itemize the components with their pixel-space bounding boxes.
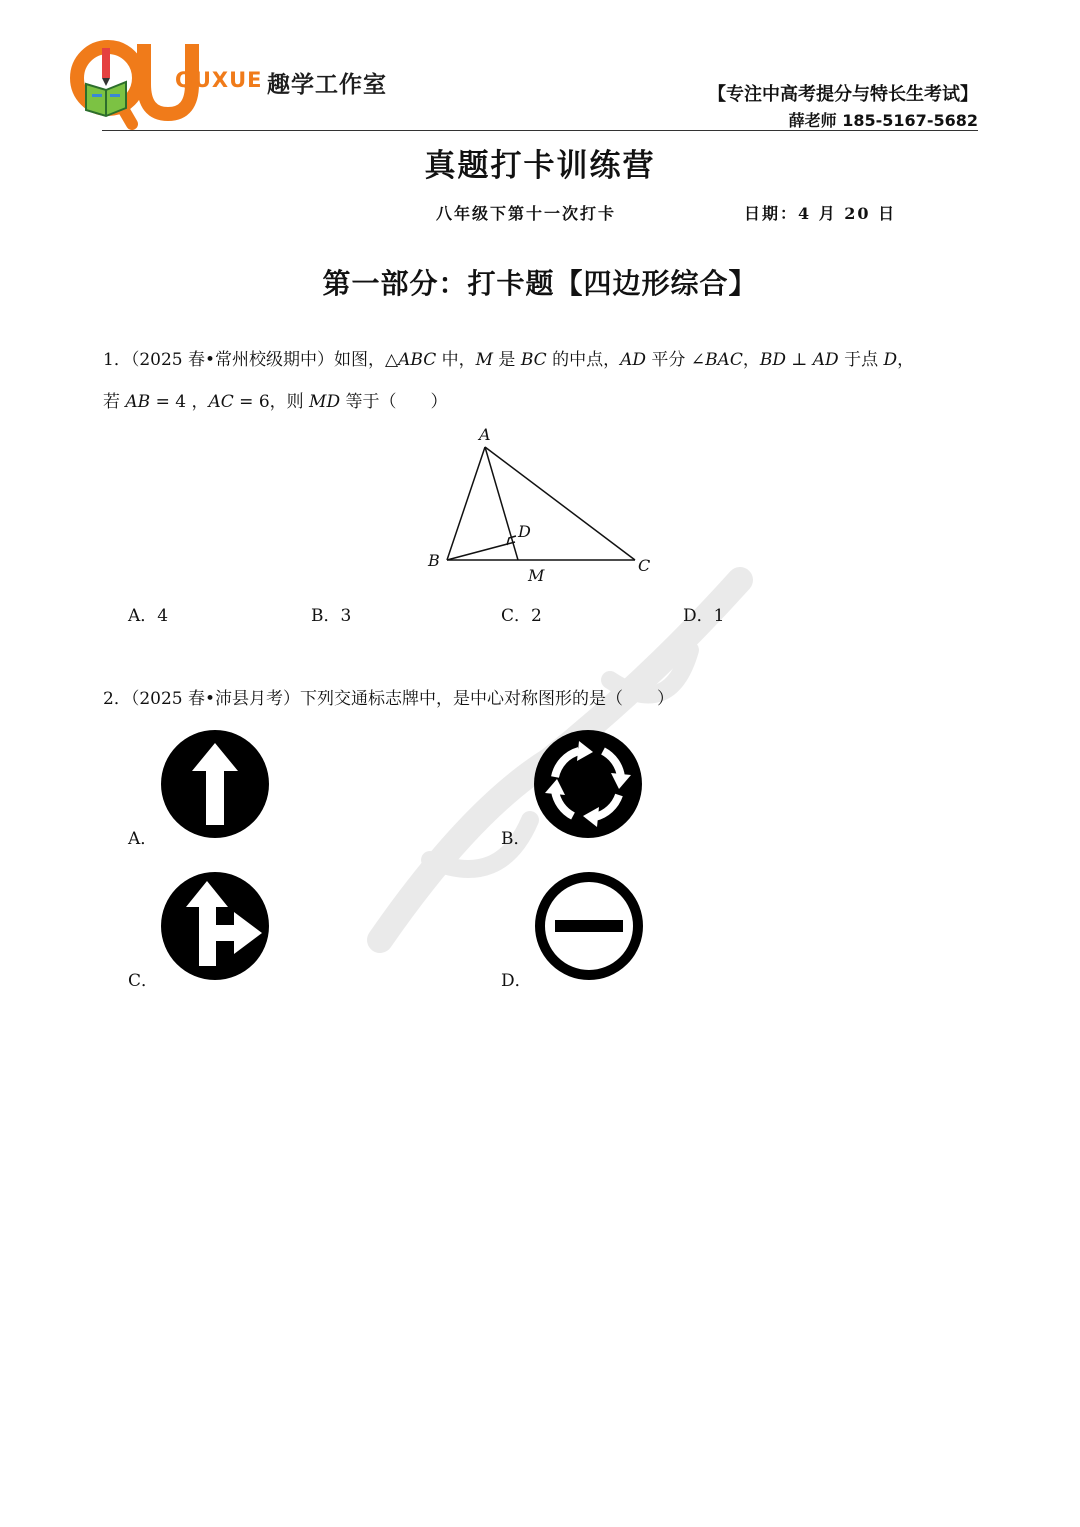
- q1-option-c: C．2: [501, 606, 542, 626]
- slogan: 【专注中高考提分与特长生考试】: [708, 84, 978, 105]
- straight-or-right-icon: [160, 871, 270, 981]
- label-c: C: [638, 556, 651, 575]
- segment-bd: [447, 542, 515, 560]
- question-2-source: （2025 春•沛县月考）: [130, 689, 301, 709]
- question-1-line-1: 1．（2025 春•常州校级期中）如图，△ABC 中，M 是 BC 的中点，AD 平分 ∠BAC，BD ⊥ AD 于点 D，: [103, 350, 915, 370]
- date-label: 日期：4 月 20 日: [744, 204, 897, 223]
- no-entry-icon: [533, 871, 645, 981]
- question-2-stem: 下列交通标志牌中，是中心对称图形的是（ ）: [300, 689, 675, 709]
- segment-ab: [447, 447, 485, 560]
- question-2-line: [103, 684, 674, 709]
- contact-info: 薛老师 185-5167-5682: [788, 111, 978, 130]
- label-b: B: [428, 551, 440, 570]
- q2-option-c: C．: [128, 971, 159, 991]
- question-1-number: 1．: [103, 350, 131, 370]
- q1-option-a: A．4: [128, 606, 169, 626]
- straight-arrow-icon: [160, 729, 270, 839]
- label-d: D: [518, 522, 531, 541]
- label-a: A: [479, 425, 491, 444]
- brand-latin: QUXUE: [175, 68, 263, 92]
- question-1-line-2: 若 AB = 4 ，AC = 6，则 MD 等于（ ）: [103, 392, 448, 412]
- triangle-figure: [420, 420, 660, 590]
- q1-option-d: D．1: [683, 606, 725, 626]
- q1-option-b: B．3: [311, 606, 352, 626]
- question-2-number: 2．: [103, 689, 131, 709]
- label-m: M: [528, 566, 545, 585]
- header-divider: [102, 130, 978, 131]
- page-title: 真题打卡训练营: [424, 148, 656, 184]
- question-1-source: （2025 春•常州校级期中）: [130, 350, 335, 370]
- q2-option-d: D．: [501, 971, 532, 991]
- brand-chinese: 趣学工作室: [267, 72, 387, 98]
- q2-option-b: B．: [501, 829, 531, 849]
- roundabout-icon: [533, 729, 643, 839]
- q2-option-a: A．: [128, 829, 158, 849]
- section-title: 第一部分：打卡题【四边形综合】: [322, 267, 758, 300]
- session-label: 八年级下第十一次打卡: [436, 204, 617, 223]
